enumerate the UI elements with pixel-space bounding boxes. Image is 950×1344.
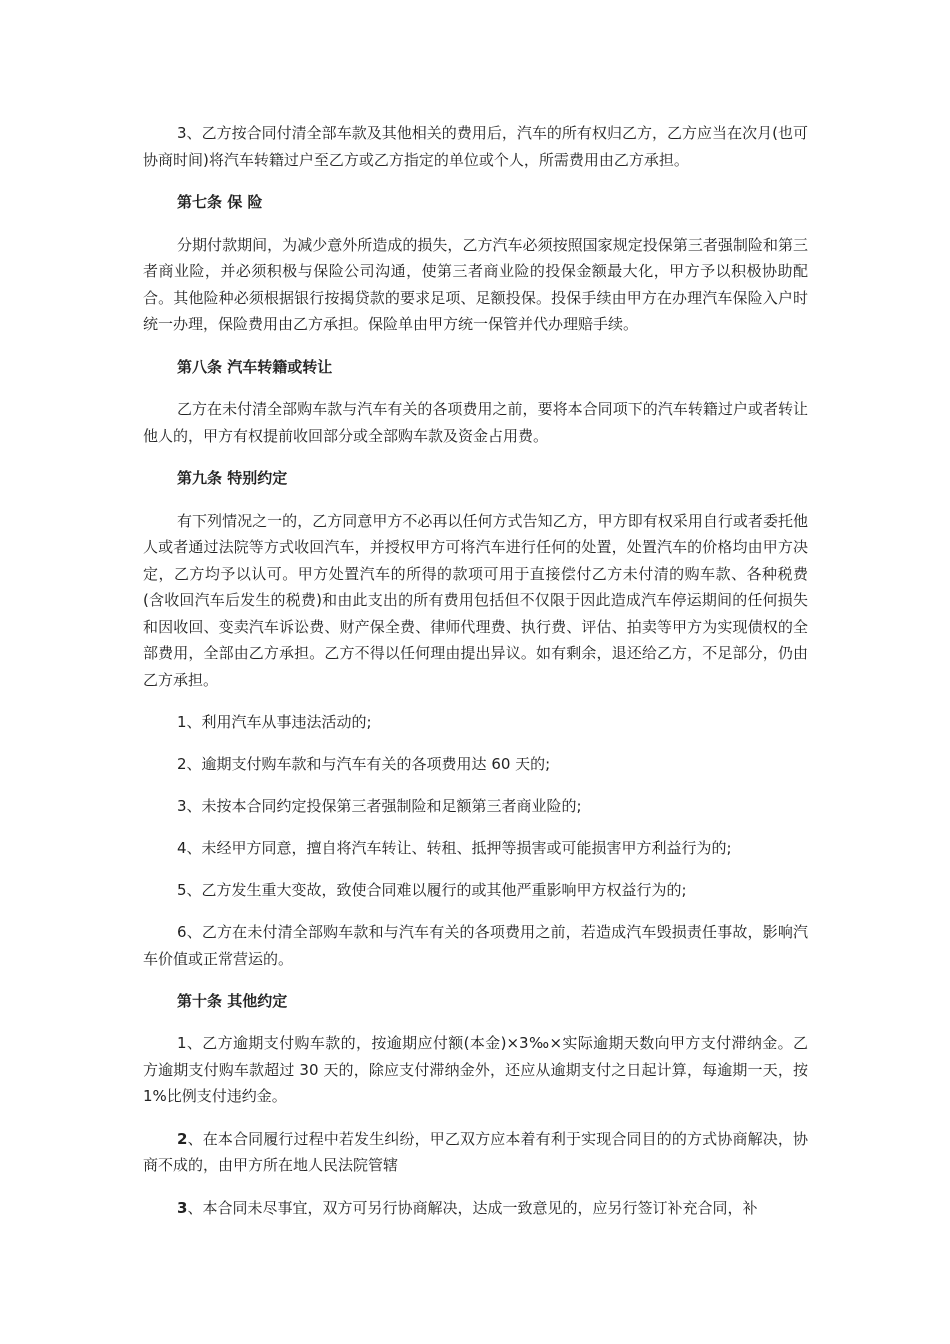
- article-10-item-2-number: 2: [177, 1129, 188, 1148]
- article-9-body: 有下列情况之一的，乙方同意甲方不必再以任何方式告知乙方，甲方即有权采用自行或者委托他人或者通过法院等方式收回汽车，并授权甲方可将汽车进行任何的处置，处置汽车的价格均由甲方决定，乙方均予以认可。甲方处置汽车的所得的款项可用于直接偿付乙方未付清的购车款、各种税费(含收回汽车后发生的税费)和由此支出的所有费用包括但不仅限于因此造成汽车停运期间的任何损失和因收回、变卖汽车诉讼费、财产保全费、律师代理费、执行费、评估、拍卖等甲方为实现债权的全部费用，全部由乙方承担。乙方不得以任何理由提出异议。如有剩余，退还给乙方，不足部分，仍由乙方承担。: [143, 511, 808, 689]
- article-7-heading: 第七条 保 险: [177, 193, 263, 211]
- article-9-item-1: 1、利用汽车从事违法活动的;: [177, 713, 372, 731]
- article-10-item-2-text: 、在本合同履行过程中若发生纠纷，甲乙双方应本着有利于实现合同目的的方式协商解决，协商不成的，由甲方所在地人民法院管辖: [143, 1129, 808, 1174]
- article-9-item-6: 6、乙方在未付清全部购车款和与汽车有关的各项费用之前，若造成汽车毁损责任事故，影响汽车价值或正常营运的。: [143, 923, 808, 968]
- article-10-item-3: [143, 1195, 808, 1222]
- article-7-body: 分期付款期间，为减少意外所造成的损失，乙方汽车必须按照国家规定投保第三者强制险和第三者商业险，并必须积极与保险公司沟通，使第三者商业险的投保金额最大化，甲方予以积极协助配合。其他险种必须根据银行按揭贷款的要求足项、足额投保。投保手续由甲方在办理汽车保险入户时统一办理，保险费用由乙方承担。保险单由甲方统一保管并代办理赔手续。: [143, 235, 808, 333]
- article-9-item-2: 2、逾期支付购车款和与汽车有关的各项费用达 60 天的;: [177, 755, 551, 773]
- article-10-heading: 第十条 其他约定: [177, 991, 288, 1010]
- article-9-item-3: 3、未按本合同约定投保第三者强制险和足额第三者商业险的;: [177, 797, 582, 815]
- article-9-heading: 第九条 特别约定: [177, 469, 288, 487]
- article-8-body: 乙方在未付清全部购车款与汽车有关的各项费用之前，要将本合同项下的汽车转籍过户或者转让他人的，甲方有权提前收回部分或全部购车款及资金占用费。: [143, 400, 808, 445]
- article-10-item-3-text: 、本合同未尽事宜，双方可另行协商解决，达成一致意见的，应另行签订补充合同，补: [187, 1198, 758, 1217]
- article-9-item-4: 4、未经甲方同意，擅自将汽车转让、转租、抵押等损害或可能损害甲方利益行为的;: [177, 839, 732, 857]
- article-8-heading: 第八条 汽车转籍或转让: [177, 357, 333, 376]
- paragraph-ownership-transfer: 3、乙方按合同付清全部车款及其他相关的费用后，汽车的所有权归乙方，乙方应当在次月(也可协商时间)将汽车转籍过户至乙方或乙方指定的单位或个人，所需费用由乙方承担。: [143, 124, 808, 169]
- article-9-item-5: 5、乙方发生重大变故，致使合同难以履行的或其他严重影响甲方权益行为的;: [177, 881, 687, 899]
- document-body: [143, 120, 808, 1237]
- article-10-item-1: 1、乙方逾期支付购车款的，按逾期应付额(本金)×3‰×实际逾期天数向甲方支付滞纳金。乙方逾期支付购车款超过 30 天的，除应支付滞纳金外，还应从逾期支付之日起计算，每逾期一天，按 1%比例支付违约金。: [143, 1034, 808, 1105]
- article-10-item-2: [143, 1126, 808, 1179]
- article-10-item-3-number: 3: [177, 1198, 188, 1217]
